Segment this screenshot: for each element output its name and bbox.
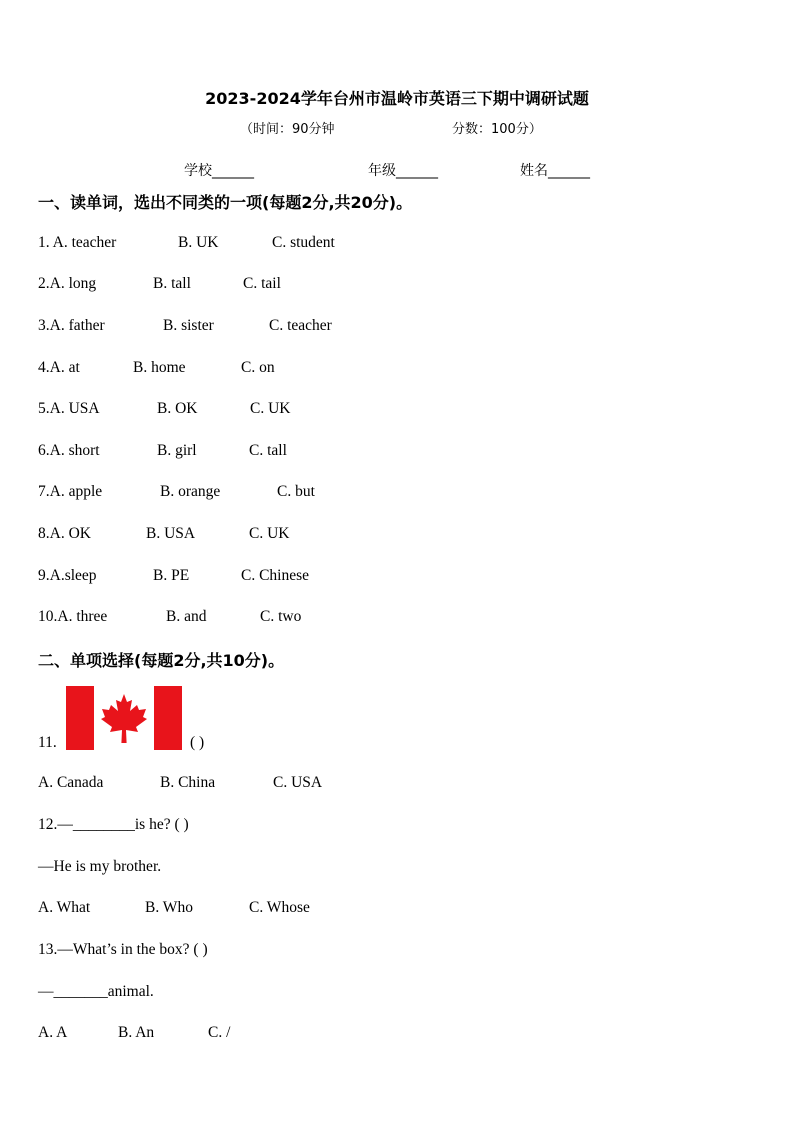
question-12-line: 12.—________is he? ( ) [38, 816, 189, 833]
option-a: 8.A. OK [38, 525, 91, 542]
option-b: B. tall [153, 275, 191, 292]
section2-heading: 二、单项选择(每题2分,共10分)。 [38, 651, 285, 670]
option-c: C. on [241, 359, 275, 376]
answer-blank: ( ) [190, 734, 205, 751]
section1-heading: 一、读单词，选出不同类的一项(每题2分,共20分)。 [38, 193, 413, 212]
option-b: B. girl [157, 442, 197, 459]
option-b: B. and [166, 608, 207, 625]
option-a: 6.A. short [38, 442, 100, 459]
option-a: 5.A. USA [38, 400, 100, 417]
option-c: C. USA [273, 774, 323, 791]
option-c: C. UK [249, 525, 290, 542]
option-c: C. two [260, 608, 302, 625]
question-12-answer: —He is my brother. [38, 858, 162, 875]
option-b: B. USA [146, 525, 196, 542]
option-c: C. but [277, 483, 315, 500]
option-a: 3.A. father [38, 317, 105, 334]
option-c: C. tall [249, 442, 287, 459]
canada-flag-image [66, 686, 182, 750]
option-c: C. teacher [269, 317, 332, 334]
question-13-answer: —_______animal. [38, 983, 154, 1000]
school-field: 学校______ [184, 163, 254, 179]
canada-flag-icon [66, 686, 182, 750]
option-c: C. Whose [249, 899, 310, 916]
name-field: 姓名______ [520, 163, 590, 179]
option-a: 4.A. at [38, 359, 80, 376]
option-b: B. PE [153, 567, 190, 584]
option-b: B. sister [163, 317, 214, 334]
option-b: B. Who [145, 899, 193, 916]
option-b: B. home [133, 359, 186, 376]
option-c: C. / [208, 1024, 231, 1041]
exam-score: 分数：100分） [452, 122, 542, 137]
option-c: C. Chinese [241, 567, 310, 584]
option-b: B. An [118, 1024, 155, 1041]
option-c: C. UK [250, 400, 291, 417]
option-a: A. A [38, 1024, 68, 1041]
option-a: 7.A. apple [38, 483, 103, 500]
page-title: 2023-2024学年台州市温岭市英语三下期中调研试题 [205, 89, 589, 108]
question-11-number: 11. [38, 734, 57, 751]
option-c: C. student [272, 234, 335, 251]
option-b: B. OK [157, 400, 198, 417]
option-b: B. China [160, 774, 216, 791]
option-b: B. orange [160, 483, 221, 500]
option-a: 10.A. three [38, 608, 108, 625]
option-a: A. What [38, 899, 91, 916]
exam-time: （时间：90分钟 [240, 122, 335, 137]
option-c: C. tail [243, 275, 281, 292]
option-a: A. Canada [38, 774, 104, 791]
option-a: 2.A. long [38, 275, 97, 292]
option-a: 1. A. teacher [38, 234, 117, 251]
grade-field: 年级______ [368, 163, 438, 179]
option-a: 9.A.sleep [38, 567, 97, 584]
option-b: B. UK [178, 234, 219, 251]
question-13-line: 13.—What’s in the box? ( ) [38, 941, 208, 958]
